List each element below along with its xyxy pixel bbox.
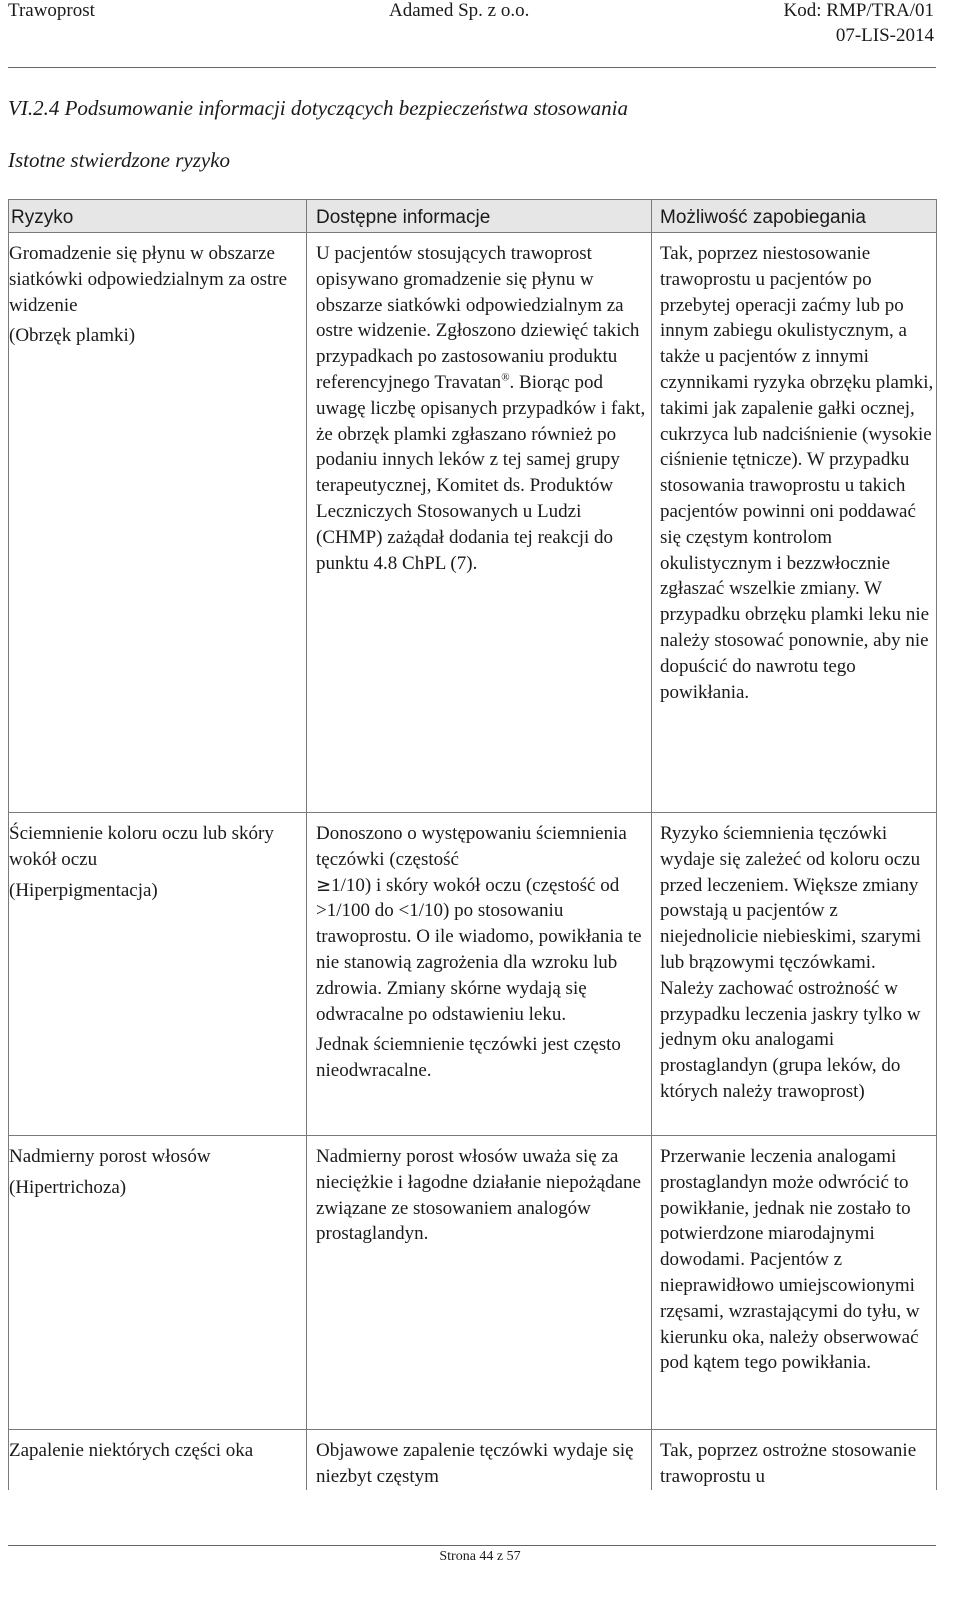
risk-term: (Obrzęk plamki) (9, 325, 136, 347)
registered-mark: ® (501, 371, 510, 384)
prevention-text: Przerwanie leczenia analogami prostaglandyn może odwrócić to powikłanie, jednak nie zostało to potwierdzone miarodajnymi dowodami. Pacjentów z nieprawidłowo umiejscowionymi rzęsami, wzrastającymi do tyłu, w kierunku oka, należy obserwować pod kątem tego powikłania. (660, 1146, 920, 1374)
table-row (9, 1136, 937, 1430)
info-text: 1/10) i skóry wokół oczu (częstość od >1/100 do <1/10) po stosowaniu trawoprostu. O ile wiadomo, powikłania te nie stanowią zagrożenia dla wzroku lub zdrowia. Zmiany skórne wydają się odwracalne po odstawieniu leku. (316, 874, 642, 1025)
info-text: Donoszono o występowaniu ściemnienia tęczówki (częstość (316, 823, 627, 870)
greater-equal-symbol: ≥ (316, 874, 332, 896)
header-company: Adamed Sp. z o.o. (389, 0, 530, 21)
header-divider (8, 67, 936, 68)
section-subtitle: Istotne stwierdzone ryzyko (8, 148, 231, 172)
prevention-cell (652, 1136, 937, 1430)
header-product-name: Trawoprost (8, 0, 95, 21)
info-text: Jednak ściemnienie tęczówki jest często nieodwracalne. (316, 1034, 621, 1082)
prevention-text: Tak, poprzez niestosowanie trawoprostu u pacjentów po przebytej operacji zaćmy lub po innym zabiegu okulistycznym, a także u pacjentów z innymi czynnikami ryzyka obrzęku plamki, takimi jak zapalenie gałki ocznej, cukrzyca lub nadciśnienie (wysokie ciśnienie tętnicze). W przypadku stosowania trawoprostu u takich pacjentów powinni oni poddawać się częstym kontrolom okulistycznym i bezzwłocznie zgłaszać wszelkie zmiany. W przypadku obrzęku plamki leku nie należy stosować ponownie, aby nie dopuścić do nawrotu tego powikłania. (660, 243, 934, 703)
info-cell (307, 233, 652, 813)
prevention-cell (652, 233, 937, 813)
risk-cell (9, 1136, 307, 1430)
prevention-cell (652, 1430, 937, 1490)
prevention-cell (652, 813, 937, 1136)
column-header-prevention: Możliwość zapobiegania (652, 200, 937, 233)
header-date: 07-LIS-2014 (835, 25, 934, 46)
prevention-text: Ryzyko ściemnienia tęczówki wydaje się zależeć od koloru oczu przed leczeniem. Większe zmiany powstają u pacjentów z niejednolicie niebieskimi, szarymi lub brązowymi tęczówkami. Należy zachować ostrożność w przypadku leczenia jaskry tylko w jednym oku analogami prostaglandyn (grupa leków, do których należy trawoprost) (660, 823, 922, 1102)
info-cell (307, 1136, 652, 1430)
risk-term: (Hiperpigmentacja) (9, 879, 158, 901)
risk-name: Ściemnienie koloru oczu lub skóry wokół oczu (9, 823, 274, 870)
risk-term: (Hipertrichoza) (9, 1176, 127, 1198)
risk-cell (9, 233, 307, 813)
section-title: VI.2.4 Podsumowanie informacji dotyczących bezpieczeństwa stosowania (8, 96, 629, 120)
risk-name: Zapalenie niektórych części oka (9, 1440, 254, 1461)
info-text: U pacjentów stosujących trawoprost opisywano gromadzenie się płynu w obszarze siatkówki odpowiedzialnym za ostre widzenie. Zgłoszono dziewięć takich przypadkach po zastosowaniu produktu referencyjnego Travatan (316, 243, 640, 393)
column-header-risk: Ryzyko (9, 200, 307, 233)
info-text: . Biorąc pod uwagę liczbę opisanych przypadków i fakt, że obrzęk plamki zgłaszano również po podaniu innych leków z tej samej grupy terapeutycznej, Komitet ds. Produktów Leczniczych Stosowanych u Ludzi (CHMP) zażądał dodania tej reakcji do punktu 4.8 ChPL (7). (316, 371, 646, 574)
risk-table (8, 199, 937, 1490)
table-row (9, 233, 937, 813)
table-row (9, 813, 937, 1136)
risk-name: Gromadzenie się płynu w obszarze siatkówki odpowiedzialnym za ostre widzenie (9, 243, 288, 316)
footer-divider (8, 1545, 936, 1546)
info-text: Objawowe zapalenie tęczówki wydaje się niezbyt częstym (316, 1440, 634, 1487)
header-document-code: Kod: RMP/TRA/01 (783, 0, 934, 21)
page-number: Strona 44 z 57 (439, 1549, 521, 1564)
column-header-info: Dostępne informacje (307, 200, 652, 233)
info-cell (307, 1430, 652, 1490)
info-cell (307, 813, 652, 1136)
risk-cell (9, 813, 307, 1136)
info-text: Nadmierny porost włosów uważa się za nieciężkie i łagodne działanie niepożądane związane ze stosowaniem analogów prostaglandyn. (316, 1146, 641, 1245)
risk-name: Nadmierny porost włosów (9, 1146, 211, 1167)
prevention-text: Tak, poprzez ostrożne stosowanie trawoprostu u (660, 1440, 917, 1487)
table-row (9, 1430, 937, 1490)
table-header-row (9, 200, 937, 233)
risk-cell (9, 1430, 307, 1490)
